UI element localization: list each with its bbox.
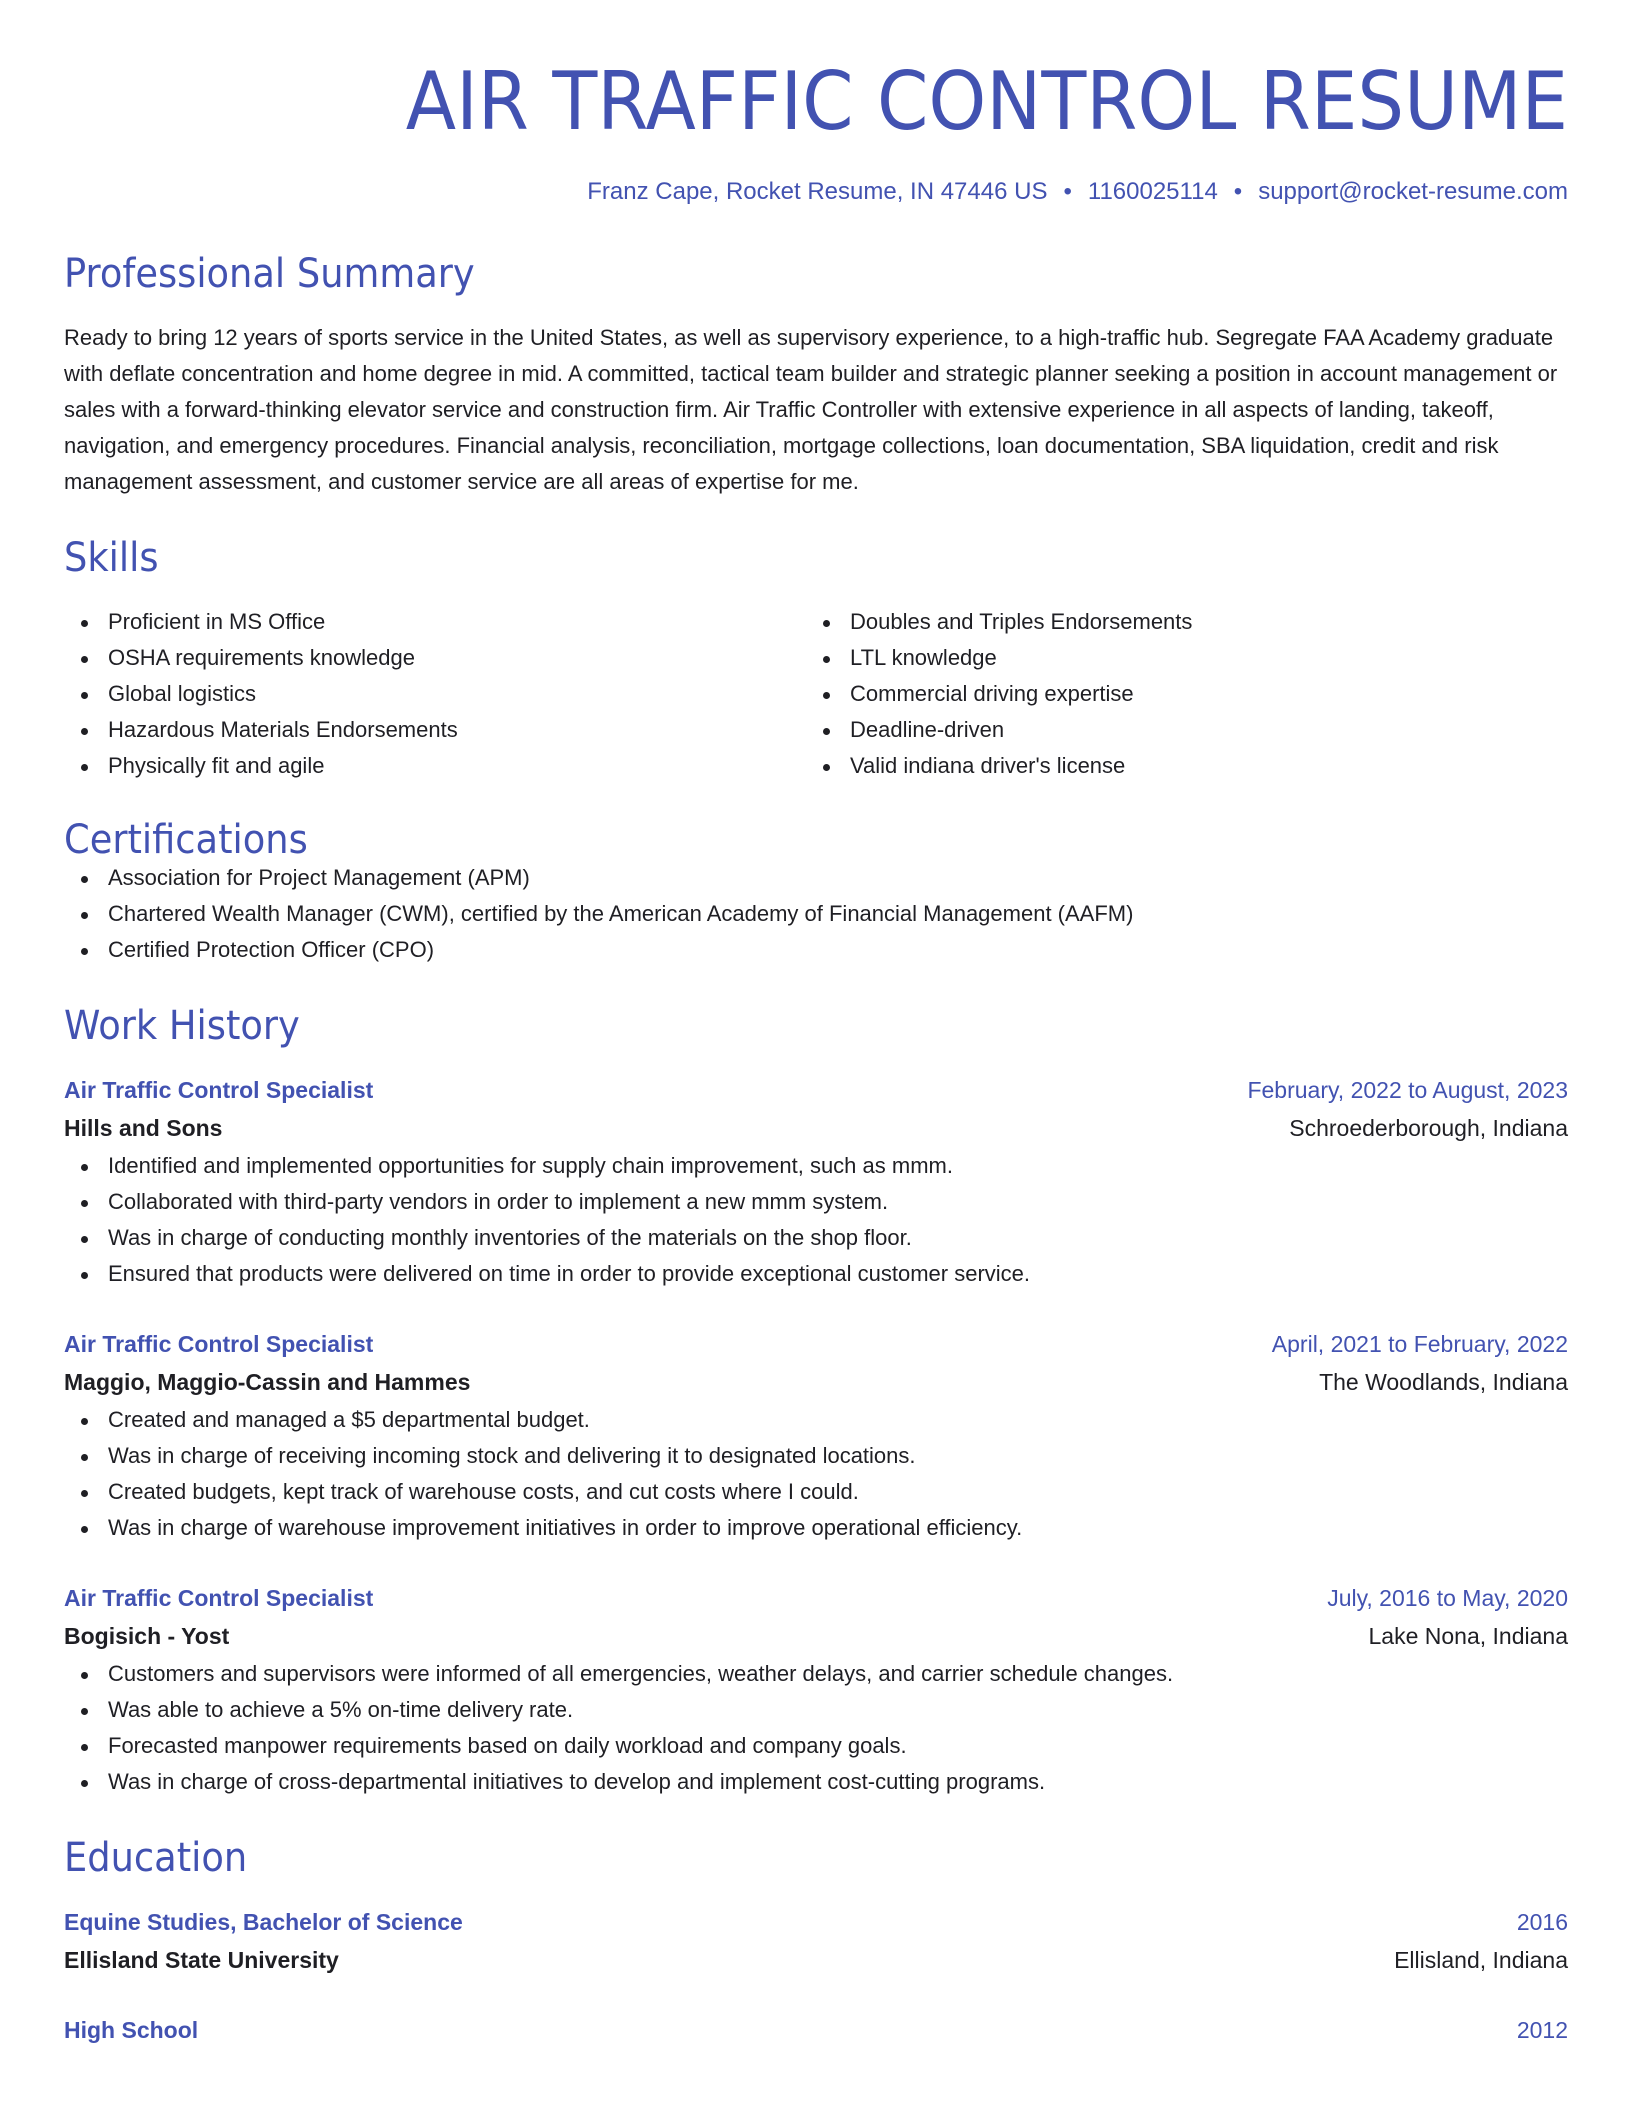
work-history-heading: Work History: [64, 1003, 300, 1049]
education-section: [64, 1835, 1568, 2048]
job-company-row: [64, 1362, 1568, 1402]
contact-separator: •: [1233, 178, 1243, 205]
job-entry: [64, 1326, 1568, 1546]
job-header-row: [64, 1326, 1568, 1362]
skill-item: Deadline-driven: [806, 712, 1548, 748]
job-bullet: Created budgets, kept track of warehouse costs, and cut costs where I could.: [64, 1474, 1568, 1510]
skill-item: Valid indiana driver's license: [806, 748, 1548, 784]
certification-item: Chartered Wealth Manager (CWM), certified by the American Academy of Financial Management (AAFM): [64, 896, 1568, 932]
skill-item: Proficient in MS Office: [64, 604, 806, 640]
job-company: Bogisich - Yost: [64, 1623, 230, 1649]
job-bullet: Was able to achieve a 5% on-time delivery rate.: [64, 1692, 1568, 1728]
education-school-row: [64, 1940, 1568, 1980]
education-year: 2012: [1516, 2017, 1568, 2043]
education-header-row: [64, 1904, 1568, 1940]
education-year: 2016: [1516, 1909, 1568, 1935]
summary-heading: Professional Summary: [64, 251, 475, 297]
job-entry: [64, 1072, 1568, 1292]
certification-item: Certified Protection Officer (CPO): [64, 932, 1568, 968]
skill-item: LTL knowledge: [806, 640, 1548, 676]
job-location: Lake Nona, Indiana: [1368, 1623, 1568, 1649]
job-bullet: Customers and supervisors were informed of all emergencies, weather delays, and carrier schedule changes.: [64, 1656, 1568, 1692]
skills-heading: Skills: [64, 535, 159, 581]
skills-section: [64, 535, 1568, 784]
education-entry: [64, 1904, 1568, 1980]
job-bullet-list: [64, 1148, 1568, 1292]
resume-title: AIR TRAFFIC CONTROL RESUME: [405, 55, 1569, 148]
job-company: Maggio, Maggio-Cassin and Hammes: [64, 1369, 471, 1395]
certifications-section: [64, 817, 1568, 968]
job-entry: [64, 1580, 1568, 1800]
skills-grid: [64, 604, 1568, 784]
education-degree: Equine Studies, Bachelor of Science: [64, 1909, 463, 1935]
skill-item: Physically fit and agile: [64, 748, 806, 784]
education-heading: Education: [64, 1835, 248, 1881]
contact-email[interactable]: support@rocket-resume.com: [1258, 178, 1568, 205]
job-bullet: Was in charge of receiving incoming stock and delivering it to designated locations.: [64, 1438, 1568, 1474]
job-dates: February, 2022 to August, 2023: [1247, 1077, 1568, 1103]
certifications-list: [64, 860, 1568, 968]
job-dates: April, 2021 to February, 2022: [1271, 1331, 1568, 1357]
job-header-row: [64, 1072, 1568, 1108]
skill-item: Doubles and Triples Endorsements: [806, 604, 1548, 640]
job-bullet: Created and managed a $5 departmental budget.: [64, 1402, 1568, 1438]
job-bullet: Was in charge of conducting monthly inventories of the materials on the shop floor.: [64, 1220, 1568, 1256]
contact-separator: •: [1063, 178, 1072, 205]
job-bullet: Identified and implemented opportunities for supply chain improvement, such as mmm.: [64, 1148, 1568, 1184]
job-dates: July, 2016 to May, 2020: [1327, 1585, 1568, 1611]
contact-line: [64, 180, 1568, 204]
job-location: The Woodlands, Indiana: [1319, 1369, 1568, 1395]
skill-item: Global logistics: [64, 676, 806, 712]
job-bullet: Ensured that products were delivered on time in order to provide exceptional customer service.: [64, 1256, 1568, 1292]
work-history-section: [64, 1003, 1568, 1800]
job-title: Air Traffic Control Specialist: [64, 1331, 374, 1357]
job-location: Schroederborough, Indiana: [1289, 1115, 1568, 1141]
summary-section: [64, 251, 1568, 500]
skills-right-list: [806, 604, 1548, 784]
certifications-heading: Certifications: [64, 817, 308, 863]
job-bullet: Was in charge of cross-departmental initiatives to develop and implement cost-cutting programs.: [64, 1764, 1568, 1800]
job-bullet-list: [64, 1402, 1568, 1546]
education-location: Ellisland, Indiana: [1394, 1947, 1568, 1973]
job-company-row: [64, 1616, 1568, 1656]
contact-phone[interactable]: 1160025114: [1087, 178, 1218, 205]
resume-page: [64, 0, 1568, 2048]
education-header-row: [64, 2012, 1568, 2048]
education-school: Ellisland State University: [64, 1947, 339, 1973]
contact-address: Franz Cape, Rocket Resume, IN 47446 US: [587, 178, 1048, 205]
education-degree: High School: [64, 2017, 199, 2043]
job-title: Air Traffic Control Specialist: [64, 1077, 374, 1103]
skill-item: Hazardous Materials Endorsements: [64, 712, 806, 748]
skills-left-list: [64, 604, 806, 784]
job-bullet: Collaborated with third-party vendors in order to implement a new mmm system.: [64, 1184, 1568, 1220]
job-header-row: [64, 1580, 1568, 1616]
job-bullet: Forecasted manpower requirements based on daily workload and company goals.: [64, 1728, 1568, 1764]
skill-item: OSHA requirements knowledge: [64, 640, 806, 676]
job-company-row: [64, 1108, 1568, 1148]
education-entry: [64, 2012, 1568, 2048]
job-bullet: Was in charge of warehouse improvement initiatives in order to improve operational efficiency.: [64, 1510, 1568, 1546]
job-company: Hills and Sons: [64, 1115, 223, 1141]
summary-text: Ready to bring 12 years of sports service in the United States, as well as supervisory experience, to a high-traffic hub. Segregate FAA Academy graduate with deflate concentration and home degree in mid. A committed, tactical team builder and strategic planner seeking a position in account management or sales with a forward-thinking elevator service and construction firm. Air Traffic Controller with extensive experience in all aspects of landing, takeoff, navigation, and emergency procedures. Financial analysis, reconciliation, mortgage collections, loan documentation, SBA liquidation, credit and risk management assessment, and customer service are all areas of expertise for me.: [64, 325, 1558, 494]
job-bullet-list: [64, 1656, 1568, 1800]
skill-item: Commercial driving expertise: [806, 676, 1548, 712]
certification-item: Association for Project Management (APM): [64, 860, 1568, 896]
job-title: Air Traffic Control Specialist: [64, 1585, 374, 1611]
